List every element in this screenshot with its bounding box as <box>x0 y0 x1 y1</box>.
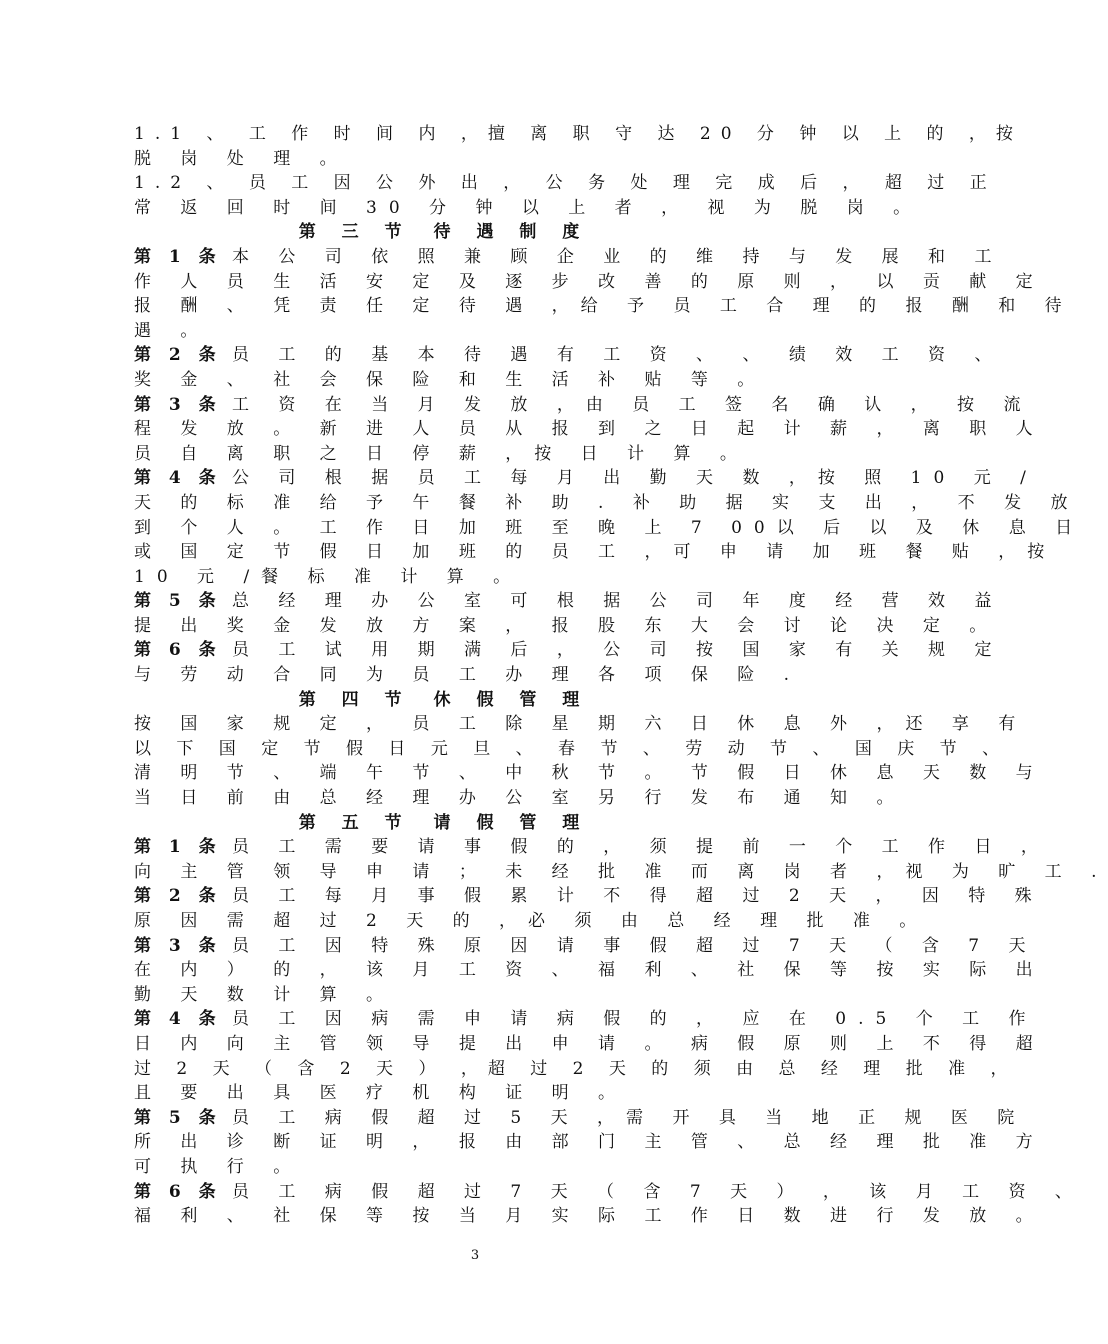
section-3-number: 第 三 节 <box>298 222 412 243</box>
article-continuation: 天 的 标 准 给 予 午 餐 补 助 . 补 助 据 实 支 出 ， 不 发 放 <box>134 492 1080 513</box>
article-text: 公 司 根 据 员 工 每 月 出 勤 天 数 ，按 照 10 元 / <box>232 468 1038 489</box>
article-text: 总 经 理 办 公 室 可 根 据 公 司 年 度 经 营 效 益 <box>232 591 1004 612</box>
article-continuation: 原 因 需 超 过 2 天 的 ，必 须 由 总 经 理 批 准 。 <box>134 911 929 931</box>
article-label: 第 5 条 <box>134 1107 222 1128</box>
article-continuation: 所 出 诊 断 证 明 ， 报 由 部 门 主 管 、 总 经 理 批 准 方 <box>134 1132 1045 1153</box>
section-3-title: 待 遇 制 度 <box>433 222 590 243</box>
section-5-number: 第 五 节 <box>298 812 412 833</box>
article-label: 第 4 条 <box>134 468 222 489</box>
section-4-title: 休 假 管 理 <box>433 689 590 710</box>
article-text: 员 工 病 假 超 过 7 天 （ 含 7 天 ） ， 该 月 工 资 、 <box>232 1181 1084 1202</box>
article-text: 员 工 因 病 需 申 请 病 假 的 ， 应 在 0.5 个 工 作 <box>232 1009 1038 1030</box>
article-continuation: 作 人 员 生 活 安 定 及 逐 步 改 善 的 原 则 ， 以 贡 献 定 <box>134 271 1045 292</box>
article-continuation: 报 酬 、 凭 责 任 定 待 遇 ，给 予 员 工 合 理 的 报 酬 和 待 <box>134 296 1074 317</box>
article-label: 第 4 条 <box>134 1009 222 1030</box>
article-label: 第 2 条 <box>134 886 222 907</box>
article-text: 员 工 需 要 请 事 假 的 ， 须 提 前 一 个 工 作 日 ， <box>232 837 1050 858</box>
article-label: 第 5 条 <box>134 591 222 612</box>
article-continuation: 与 劳 动 合 同 为 员 工 办 理 各 项 保 险 . <box>134 665 802 686</box>
article-label: 第 1 条 <box>134 246 222 267</box>
section-3-article-6 <box>134 638 1004 663</box>
article-label: 第 2 条 <box>134 345 222 366</box>
article-text: 员 工 的 基 本 待 遇 有 工 资 、 、 绩 效 工 资 、 <box>232 345 1004 366</box>
section-4-paragraph-line: 清 明 节 、 端 午 节 、 中 秋 节 。 节 假 日 休 息 天 数 与 <box>134 763 1045 784</box>
page-number: 3 <box>470 1248 480 1263</box>
article-continuation: 过 2 天 （ 含 2 天 ） ，超 过 2 天 的 须 由 总 经 理 批 准 ， <box>134 1058 1018 1079</box>
section-3-article-2 <box>134 343 1004 368</box>
section-5-article-4 <box>134 1007 1038 1032</box>
clause-1-2-line-2: 常 返 回 时 间 30 分 钟 以 上 者 ， 视 为 脱 岗 。 <box>134 197 923 218</box>
section-5-title: 请 假 管 理 <box>433 812 590 833</box>
article-continuation: 奖 金 、 社 会 保 险 和 生 活 补 贴 等 。 <box>134 369 767 390</box>
article-continuation: 勤 天 数 计 算 。 <box>134 984 396 1005</box>
article-continuation: 到 个 人 。 工 作 日 加 班 至 晚 上 7 00以 后 以 及 休 息 日 <box>134 517 1085 538</box>
section-4-heading <box>134 688 824 713</box>
article-continuation: 或 国 定 节 假 日 加 班 的 员 工 ，可 申 请 加 班 餐 贴 ，按 <box>134 542 1057 563</box>
clause-1-1-line-1: 1.1 、 工 作 时 间 内 ，擅 离 职 守 达 20 分 钟 以 上 的 ，按 <box>134 124 1023 144</box>
section-3-heading <box>134 220 824 245</box>
article-label: 第 6 条 <box>134 1181 222 1202</box>
article-continuation: 福 利 、 社 保 等 按 当 月 实 际 工 作 日 数 进 行 发 放 。 <box>134 1206 1045 1227</box>
section-5-heading <box>134 811 824 836</box>
article-text: 工 资 在 当 月 发 放 ，由 员 工 签 名 确 认 ， 按 流 <box>232 394 1033 415</box>
section-5-article-5 <box>134 1106 1027 1131</box>
article-continuation: 在 内 ） 的 ， 该 月 工 资 、 福 利 、 社 保 等 按 实 际 出 <box>134 960 1045 981</box>
article-continuation: 员 自 离 职 之 日 停 薪 ，按 日 计 算 。 <box>134 443 749 464</box>
article-continuation: 可 执 行 。 <box>134 1156 303 1177</box>
section-5-article-1 <box>134 835 1050 860</box>
clause-1-2-line-1: 1.2 、 员 工 因 公 外 出 ， 公 务 处 理 完 成 后 ， 超 过 正 <box>134 173 997 194</box>
article-text: 员 工 试 用 期 满 后 ， 公 司 按 国 家 有 关 规 定 <box>232 640 1004 661</box>
article-text: 员 工 每 月 事 假 累 计 不 得 超 过 2 天 ， 因 特 殊 <box>232 886 1044 907</box>
section-5-article-2 <box>134 884 1044 909</box>
section-4-number: 第 四 节 <box>298 689 412 710</box>
section-3-article-3 <box>134 393 1033 418</box>
section-3-article-4 <box>134 466 1038 491</box>
article-label: 第 3 条 <box>134 935 222 956</box>
article-continuation: 程 发 放 。 新 进 人 员 从 报 到 之 日 起 计 薪 ， 离 职 人 <box>134 419 1045 440</box>
clause-1-1-line-2: 脱 岗 处 理 。 <box>134 148 349 169</box>
article-label: 第 6 条 <box>134 640 222 661</box>
section-3-article-5 <box>134 589 1004 614</box>
article-text: 本 公 司 依 照 兼 顾 企 业 的 维 持 与 发 展 和 工 <box>232 246 1004 267</box>
article-continuation: 向 主 管 领 导 申 请 ； 未 经 批 准 而 离 岗 者 ，视 为 旷 工 . <box>134 861 1108 882</box>
article-continuation: 且 要 出 具 医 疗 机 构 证 明 。 <box>134 1083 628 1104</box>
section-4-paragraph-line: 当 日 前 由 总 经 理 办 公 室 另 行 发 布 通 知 。 <box>134 788 906 809</box>
article-text: 员 工 因 特 殊 原 因 请 事 假 超 过 7 天 （ 含 7 天 <box>232 935 1038 956</box>
article-continuation: 提 出 奖 金 发 放 方 案 ， 报 股 东 大 会 讨 论 决 定 。 <box>134 615 999 636</box>
section-3-article-1 <box>134 245 1004 270</box>
article-continuation: 遇 。 <box>134 320 210 341</box>
section-4-paragraph-line: 按 国 家 规 定 ， 员 工 除 星 期 六 日 休 息 外 ，还 享 有 <box>134 714 1028 735</box>
article-text: 员 工 病 假 超 过 5 天 ，需 开 具 当 地 正 规 医 院 <box>232 1107 1027 1128</box>
section-5-article-6 <box>134 1180 1084 1205</box>
document-body <box>134 122 1108 1229</box>
section-5-article-3 <box>134 934 1038 959</box>
article-label: 第 1 条 <box>134 837 222 858</box>
section-4-paragraph-line: 以 下 国 定 节 假 日 元 旦 、 春 节 、 劳 动 节 、 国 庆 节 、 <box>134 738 1010 759</box>
article-label: 第 3 条 <box>134 394 222 415</box>
article-continuation: 10 元 /餐 标 准 计 算 。 <box>134 566 523 587</box>
article-continuation: 日 内 向 主 管 领 导 提 出 申 请 。 病 假 原 则 上 不 得 超 <box>134 1033 1045 1054</box>
